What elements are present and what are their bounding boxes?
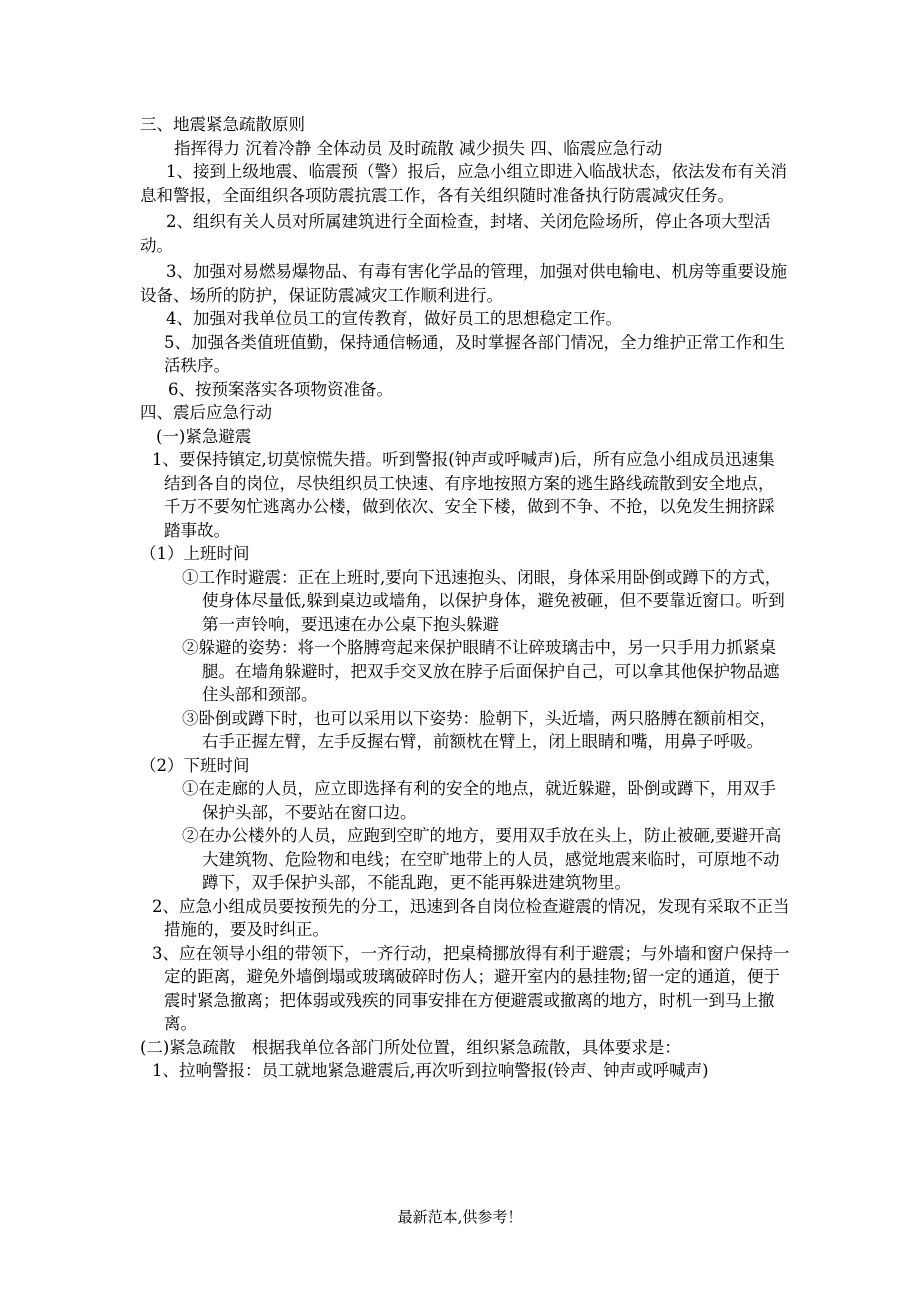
pre-quake-item-4: 4、加强对我单位员工的宣传教育，做好员工的思想稳定工作。 [166, 309, 622, 328]
pre-quake-item-1: 1、接到上级地震、临震预（警）报后，应急小组立即进入临战状态，依法发布有关消息和警报，全面组织各项防震抗震工作，各有关组织随时准备执行防震减灾任务。 [140, 162, 787, 205]
evacuation-item-1: 1、拉响警报：员工就地紧急避震后,再次听到拉响警报(铃声、钟声或呼喊声) [152, 1061, 709, 1080]
off-time-heading: （2）下班时间 [140, 755, 250, 775]
page-footer: 最新范本,供参考！ [397, 1208, 523, 1226]
post-quake-item-3: 3、应在领导小组的带领下，一齐行动，把桌椅挪放得有利于避震；与外墙和窗户保持一定的距离，避免外墙倒塌或玻璃破碎时伤人；避开室内的悬挂物;留一定的通道，便于震时紧急撤离；把体弱或残疾的同事安排在方便避震或撤离的地方，时机一到马上撤离。 [152, 943, 790, 1033]
post-quake-item-2: 2、应急小组成员要按预先的分工，迅速到各自岗位检查避震的情况，发现有采取不正当措施的，要及时纠正。 [152, 896, 790, 939]
subsection-emergency-shelter: (一)紧急避震 [156, 426, 252, 446]
section-heading-post-quake: 四、震后应急行动 [140, 403, 272, 422]
post-quake-item-1: 1、要保持镇定,切莫惊慌失措。听到警报(钟声或呼喊声)后，所有应急小组成员迅速集结到各自的岗位，尽快组织员工快速、有序地按照方案的逃生路线疏散到安全地点，千万不要匆忙逃离办公楼，做到依次、安全下楼，做到不争、不抢，以免发生拥挤踩踏事故。 [152, 450, 775, 540]
pre-quake-item-2: 2、组织有关人员对所属建筑进行全面检查，封堵、关闭危险场所，停止各项大型活动。 [140, 212, 771, 255]
work-time-item-3: ③卧倒或蹲下时，也可以采用以下姿势：脸朝下，头近墙，两只胳膊在额前相交，右手正握左臂，左手反握右臂，前额枕在臂上，闭上眼睛和嘴，用鼻子呼吸。 [182, 708, 776, 751]
pre-quake-item-6: 6、按预案落实各项物资准备。 [168, 379, 393, 399]
work-time-item-1: ①工作时避震：正在上班时,要向下迅速抱头、闭眼，身体采用卧倒或蹲下的方式，使身体尽量低,躲到桌边或墙角，以保护身体，避免被砸，但不要靠近窗口。听到第一声铃响，要迅速在办公桌下抱头躲避 [182, 567, 785, 634]
work-time-heading: （1）上班时间 [140, 544, 250, 563]
work-time-item-2: ②躲避的姿势：将一个胳膊弯起来保护眼睛不让碎玻璃击中，另一只手用力抓紧桌腿。在墙角躲避时，把双手交叉放在脖子后面保护自己，可以拿其他保护物品遮住头部和颈部。 [182, 638, 780, 704]
pre-quake-item-5: 5、加强各类值班值勤，保持通信畅通，及时掌握各部门情况，全力维护正常工作和生活秩序。 [164, 332, 785, 375]
document-body [140, 113, 790, 1083]
section-heading-evacuation-principles: 三、地震紧急疏散原则 [140, 115, 305, 134]
off-time-item-2: ②在办公楼外的人员，应跑到空旷的地方，要用双手放在头上，防止被砸,要避开高大建筑物、危险物和电线；在空旷地带上的人员，感觉地震来临时，可原地不动蹲下，双手保护头部，不能乱跑，更不能再躲进建筑物里。 [182, 826, 782, 892]
off-time-item-1: ①在走廊的人员，应立即选择有利的安全的地点，就近躲避，卧倒或蹲下，用双手保护头部，不要站在窗口边。 [182, 779, 776, 822]
subsection-emergency-evacuation: (二)紧急疏散 根据我单位各部门所处位置，组织紧急疏散，具体要求是： [140, 1037, 681, 1057]
pre-quake-item-3: 3、加强对易燃易爆物品、有毒有害化学品的管理，加强对供电输电、机房等重要设施设备、场所的防护，保证防震减灾工作顺利进行。 [140, 262, 787, 305]
principle-line: 指挥得力 沉着冷静 全体动员 及时疏散 减少损失 四、临震应急行动 [174, 138, 663, 158]
